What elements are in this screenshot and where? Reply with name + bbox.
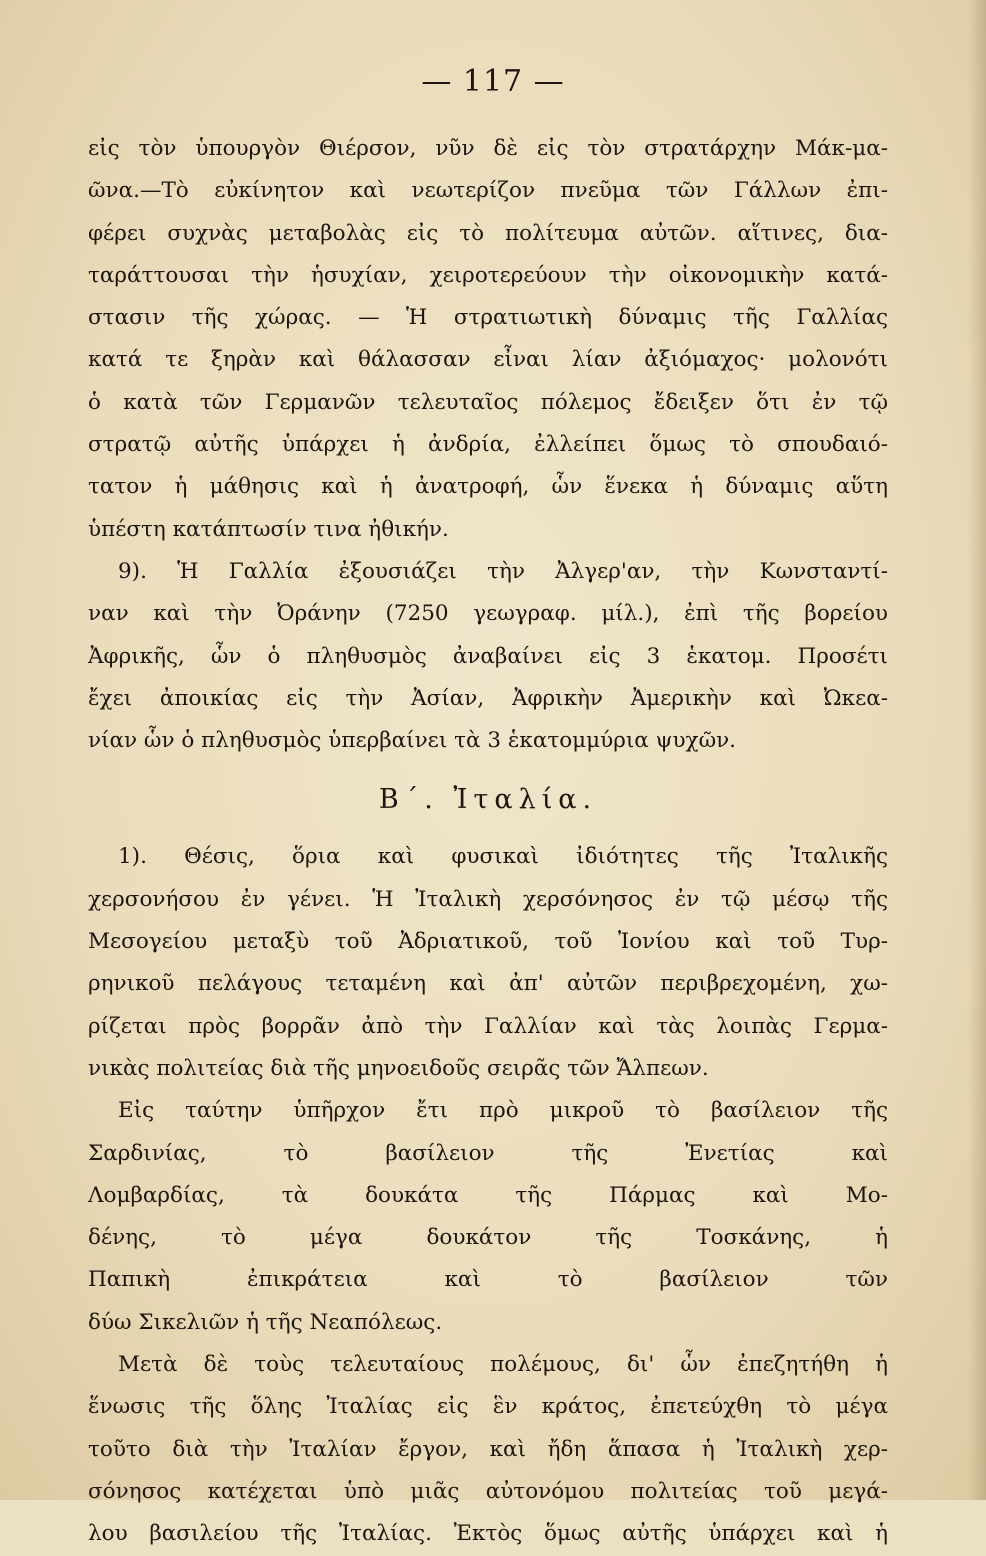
text-line: τοῦτο διὰ τὴν Ἰταλίαν ἔργον, καὶ ἤδη ἅπασα ἡ Ἰταλικὴ χερ- xyxy=(88,1436,888,1462)
text-line: κατά τε ξηρὰν καὶ θάλασσαν εἶναι λίαν ἀξιόμαχος· μολονότι xyxy=(88,347,888,373)
section-title: Β΄. Ἰταλία. xyxy=(378,784,598,816)
text-line: στρατῷ αὐτῆς ὑπάρχει ἡ ἀνδρία, ἐλλείπει ὅμως τὸ σπουδαιό- xyxy=(88,432,888,458)
page-number: — 117 — xyxy=(421,64,565,99)
paragraph-2 xyxy=(88,551,888,762)
page-edge-shadow xyxy=(968,0,986,1500)
text-line: Μεσογείου μεταξὺ τοῦ Ἀδριατικοῦ, τοῦ Ἰονίου καὶ τοῦ Τυρ- xyxy=(88,929,888,955)
text-line: ρίζεται πρὸς βορρᾶν ἀπὸ τὴν Γαλλίαν καὶ τὰς λοιπὰς Γερμα- xyxy=(88,1013,888,1039)
page-text xyxy=(88,128,888,1556)
paragraph-3 xyxy=(88,836,888,1090)
text-line: ναν καὶ τὴν Ὀράνην (7250 γεωγραφ. μίλ.), ἐπὶ τῆς βορείου xyxy=(88,601,888,627)
text-line: ῶνα.—Τὸ εὐκίνητον καὶ νεωτερίζον πνεῦμα τῶν Γάλλων ἐπι- xyxy=(88,178,888,204)
text-line: ἕνωσις τῆς ὅλης Ἰταλίας εἰς ἓν κράτος, ἐπετεύχθη τὸ μέγα xyxy=(88,1394,888,1420)
text-line: Μετὰ δὲ τοὺς τελευταίους πολέμους, δι' ὧν ἐπεζητήθη ἡ xyxy=(118,1352,888,1378)
text-line: ρηνικοῦ πελάγους τεταμένη καὶ ἀπ' αὐτῶν περιβρεχομένη, χω- xyxy=(88,971,888,997)
text-line: δένης, τὸ μέγα δουκάτον τῆς Τοσκάνης, ἡ xyxy=(88,1225,888,1251)
text-line: στασιν τῆς χώρας. — Ἡ στρατιωτικὴ δύναμις τῆς Γαλλίας xyxy=(88,305,888,331)
text-line: Εἰς ταύτην ὑπῆρχον ἔτι πρὸ μικροῦ τὸ βασίλειον τῆς xyxy=(118,1098,888,1124)
text-line: ἔχει ἀποικίας εἰς τὴν Ἀσίαν, Ἀφρικὴν Ἀμερικὴν καὶ Ὠκεα- xyxy=(88,685,888,711)
text-line: λου βασιλείου τῆς Ἰταλίας. Ἐκτὸς ὅμως αὐτῆς ὑπάρχει καὶ ἡ xyxy=(88,1521,888,1547)
paragraph-4 xyxy=(88,1090,888,1344)
text-line: Ἀφρικῆς, ὧν ὁ πληθυσμὸς ἀναβαίνει εἰς 3 ἑκατομ. Προσέτι xyxy=(88,643,888,669)
text-line: 9). Ἡ Γαλλία ἐξουσιάζει τὴν Ἀλγερ'αν, τὴν Κωνσταντί- xyxy=(118,558,888,584)
text-line: δύω Σικελιῶν ἡ τῆς Νεαπόλεως. xyxy=(88,1309,443,1335)
paragraph-5 xyxy=(88,1344,888,1555)
text-line: νικὰς πολιτείας διὰ τῆς μηνοειδοῦς σειρᾶς τῶν Ἄλπεων. xyxy=(88,1055,709,1081)
paragraph-1 xyxy=(88,128,888,551)
text-line: νίαν ὧν ὁ πληθυσμὸς ὑπερβαίνει τὰ 3 ἑκατομμύρια ψυχῶν. xyxy=(88,728,737,754)
text-line: ὑπέστη κατάπτωσίν τινα ἠθικήν. xyxy=(88,516,449,542)
text-line: ταράττουσαι τὴν ἡσυχίαν, χειροτερεύουν τὴν οἰκονομικὴν κατά- xyxy=(88,262,888,288)
text-line: ὁ κατὰ τῶν Γερμανῶν τελευταῖος πόλεμος ἔδειξεν ὅτι ἐν τῷ xyxy=(88,389,888,415)
text-line: σόνησος κατέχεται ὑπὸ μιᾶς αὐτονόμου πολιτείας τοῦ μεγά- xyxy=(88,1478,888,1504)
text-line: χερσονήσου ἐν γένει. Ἡ Ἰταλικὴ χερσόνησος ἐν τῷ μέσῳ τῆς xyxy=(88,886,888,912)
text-line: Λομβαρδίας, τὰ δουκάτα τῆς Πάρμας καὶ Μο- xyxy=(88,1182,888,1208)
text-line: Παπικὴ ἐπικράτεια καὶ τὸ βασίλειον τῶν xyxy=(88,1267,888,1293)
text-line: Σαρδινίας, τὸ βασίλειον τῆς Ἐνετίας καὶ xyxy=(88,1140,888,1166)
text-line: εἰς τὸν ὑπουργὸν Θιέρσον, νῦν δὲ εἰς τὸν στρατάρχην Μάκ-μα- xyxy=(88,136,888,161)
text-line: 1). Θέσις, ὅρια καὶ φυσικαὶ ἰδιότητες τῆς Ἰταλικῆς xyxy=(118,844,888,870)
text-line: φέρει συχνὰς μεταβολὰς εἰς τὸ πολίτευμα αὐτῶν. αἵτινες, δια- xyxy=(88,220,888,246)
text-line: τατον ἡ μάθησις καὶ ἡ ἀνατροφή, ὧν ἕνεκα ἡ δύναμις αὕτη xyxy=(88,474,888,500)
